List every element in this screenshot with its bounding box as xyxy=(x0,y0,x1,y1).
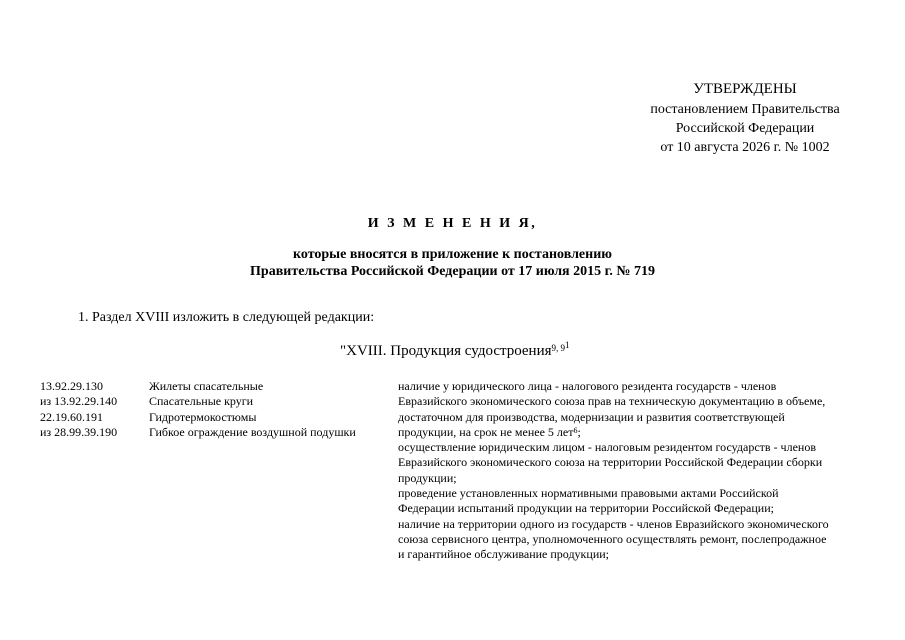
condition-line: и гарантийное обслуживание продукции; xyxy=(398,547,609,562)
section-title-text: "XVIII. Продукция судостроения xyxy=(340,343,552,359)
approval-line: постановлением Правительства xyxy=(650,102,840,117)
product-name: Гибкое ограждение воздушной подушки xyxy=(149,424,356,439)
condition-line-with-footnote xyxy=(398,425,878,440)
condition-line: союза сервисного центра, уполномоченного осуществлять ремонт, послепродажное xyxy=(398,531,827,546)
approval-line: от 10 августа 2026 г. № 1002 xyxy=(660,140,830,155)
condition-line: проведение установленных нормативными правовыми актами Российской xyxy=(398,486,779,501)
condition-line: продукции; xyxy=(398,470,457,485)
okpd-code: из 28.99.39.190 xyxy=(40,424,118,439)
section-footnote-sup: 1 xyxy=(565,340,570,350)
section-footnote xyxy=(551,340,570,353)
title-subline: которые вносятся в приложение к постановлению xyxy=(293,247,612,262)
okpd-code: 22.19.60.191 xyxy=(40,409,103,424)
condition-line: продукции, на срок не менее 5 лет xyxy=(398,424,574,439)
okpd-code: 13.92.29.130 xyxy=(40,379,103,393)
section-footnote-refs: 9, 9 xyxy=(551,343,566,353)
condition-line: наличие у юридического лица - налогового резидента государств - членов xyxy=(398,379,777,393)
condition-line: Евразийского экономического союза прав на техническую документацию в объеме, xyxy=(398,394,826,409)
title-main: И З М Е Н Е Н И Я, xyxy=(367,216,538,231)
condition-line: наличие на территории одного из государств - членов Евразийского экономического xyxy=(398,516,829,531)
okpd-code: из 13.92.29.140 xyxy=(40,394,118,409)
condition-line: Евразийского экономического союза на территории Российской Федерации сборки xyxy=(398,455,823,470)
approval-line: Российской Федерации xyxy=(675,121,815,136)
condition-line: осуществление юридическим лицом - налоговым резидентом государств - членов xyxy=(398,440,816,455)
conditions-column xyxy=(398,379,878,563)
approval-heading: УТВЕРЖДЕНЫ xyxy=(693,81,797,97)
codes-column xyxy=(40,379,145,440)
document-title xyxy=(0,215,905,280)
approval-block xyxy=(600,80,890,157)
condition-tail: ; xyxy=(577,424,581,439)
names-column xyxy=(149,379,389,440)
condition-line: достаточном для производства, модернизации и развития соответствующей xyxy=(398,409,785,424)
section-title xyxy=(340,341,570,361)
product-name: Спасательные круги xyxy=(149,394,254,409)
product-name: Гидротермокостюмы xyxy=(149,409,257,424)
condition-line: Федерации испытаний продукции на территории Российской Федерации; xyxy=(398,501,774,516)
product-name: Жилеты спасательные xyxy=(149,379,264,393)
title-subline: Правительства Российской Федерации от 17 июля 2015 г. № 719 xyxy=(250,264,655,279)
condition-footnote: 6 xyxy=(573,425,578,435)
item-1-text: 1. Раздел XVIII изложить в следующей редакции: xyxy=(78,310,375,325)
